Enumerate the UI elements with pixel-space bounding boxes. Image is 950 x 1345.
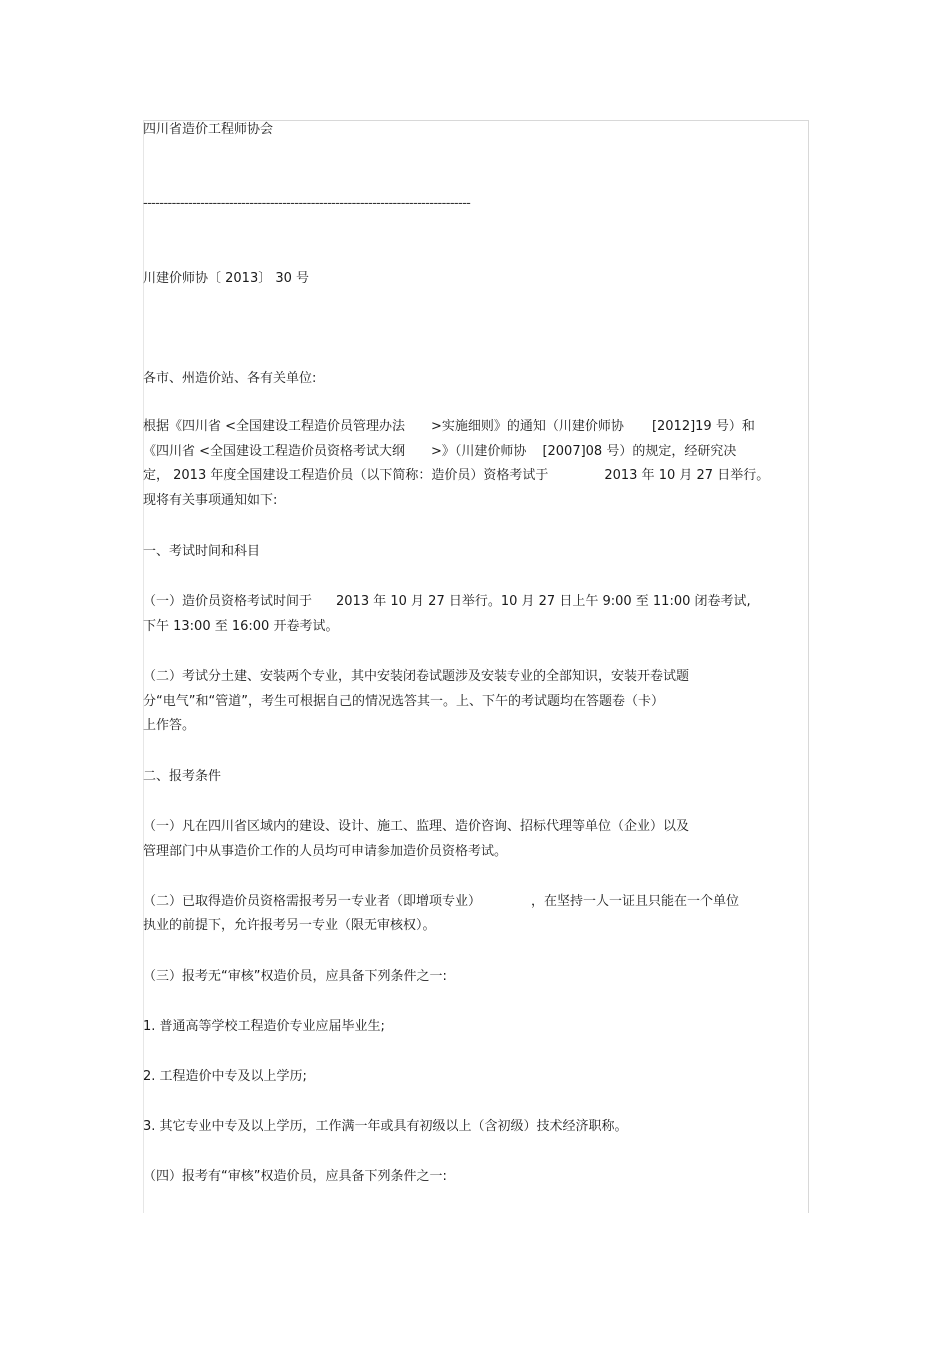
section-1-item-1-line-1-a: （一）造价员资格考试时间于 (143, 594, 313, 609)
intro-line-1-b: >实施细则》的通知（川建价师协 (431, 419, 624, 434)
section-1-item-2-line-3: 上作答。 (143, 718, 196, 733)
section-2-item-2-line-1 (143, 890, 739, 915)
intro-line-1-c: [2012]19 号）和 (651, 419, 755, 434)
section-2-item-2-line-2: 执业的前提下，允许报考另一专业（限无审核权）。 (143, 918, 436, 933)
section-2-heading: 二、报考条件 (143, 769, 222, 784)
section-1-item-1-line-2: 下午 13:00 至 16:00 开卷考试。 (143, 619, 339, 634)
intro-line-3-b: 2013 年 10 月 27 日举行。 (604, 468, 770, 483)
intro-line-3-a: 定， 2013 年度全国建设工程造价员（以下简称：造价员）资格考试于 (143, 468, 549, 483)
section-2-item-2-line-1-b: ，在坚持一人一证且只能在一个单位 (531, 894, 740, 909)
condition-item-2: 2. 工程造价中专及以上学历; (143, 1069, 307, 1084)
organization-name: 四川省造价工程师协会 (143, 122, 274, 137)
section-1-item-1-line-1-b: 2013 年 10 月 27 日举行。10 月 27 日上午 9:00 至 11:00 闭卷考试, (336, 594, 751, 609)
section-2-item-4: （四）报考有“审核”权造价员，应具备下列条件之一: (143, 1169, 447, 1184)
section-2-item-1-line-1: （一）凡在四川省区域内的建设、设计、施工、监理、造价咨询、招标代理等单位（企业）以及 (143, 819, 690, 834)
intro-line-1 (143, 415, 755, 440)
intro-line-3 (143, 464, 769, 489)
intro-line-2-c: [2007]08 号）的规定，经研究决 (542, 444, 737, 459)
section-2-item-1-line-2: 管理部门中从事造价工作的人员均可申请参加造价员资格考试。 (143, 844, 508, 859)
intro-line-2-b: >》（川建价师协 (431, 444, 527, 459)
salutation: 各市、州造价站、各有关单位: (143, 371, 317, 386)
condition-item-3: 3. 其它专业中专及以上学历，工作满一年或具有初级以上（含初级）技术经济职称。 (143, 1119, 628, 1134)
intro-line-1-a: 根据《四川省 <全国建设工程造价员管理办法 (143, 419, 406, 434)
divider-line: -------------------------------------------------------------------------------- (143, 196, 471, 211)
intro-line-4: 现将有关事项通知如下: (143, 493, 278, 508)
condition-item-1: 1. 普通高等学校工程造价专业应届毕业生; (143, 1019, 385, 1034)
section-2-item-3: （三）报考无“审核”权造价员，应具备下列条件之一: (143, 969, 447, 984)
section-1-heading: 一、考试时间和科目 (143, 544, 261, 559)
section-1-item-2-line-1: （二）考试分土建、安装两个专业，其中安装闭卷试题涉及安装专业的全部知识，安装开卷试题 (143, 669, 690, 684)
intro-line-2 (143, 440, 736, 465)
section-2-item-2-line-1-a: （二）已取得造价员资格需报考另一专业者（即增项专业） (143, 894, 482, 909)
section-1-item-1-line-1 (143, 590, 751, 615)
intro-line-2-a: 《四川省 <全国建设工程造价员资格考试大纲 (143, 444, 406, 459)
document-number: 川建价师协〔 2013〕 30 号 (143, 271, 310, 286)
section-1-item-2-line-2: 分“电气”和“管道”，考生可根据自己的情况选答其一。上、下午的考试题均在答题卷（卡） (143, 694, 664, 709)
